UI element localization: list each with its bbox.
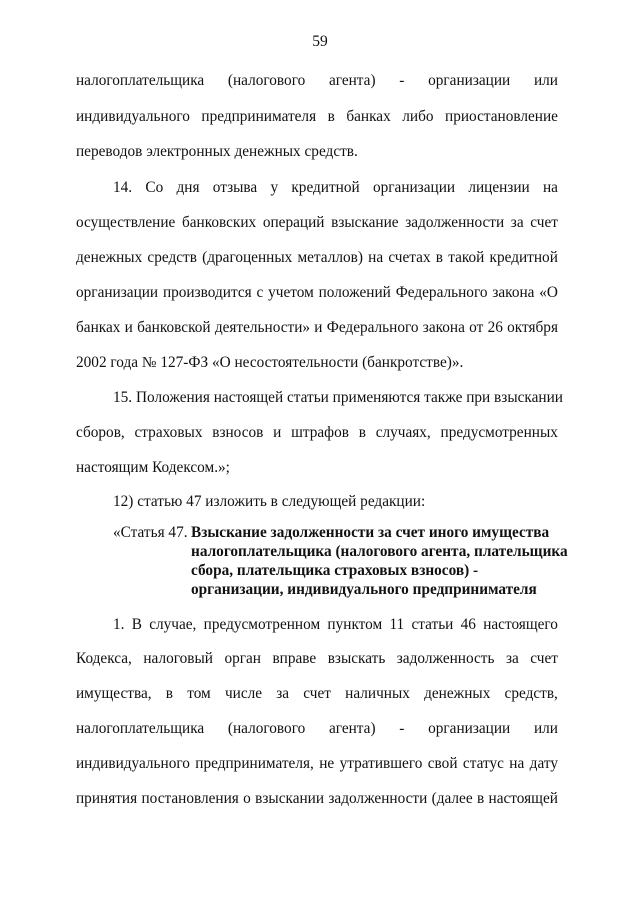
text-line: имущества, в том числе за счет наличных денежных средств, bbox=[76, 685, 558, 702]
text-line: Кодекса, налоговый орган вправе взыскать задолженность за счет bbox=[76, 650, 558, 667]
text-line: осуществление банковских операций взыскание задолженности за счет bbox=[76, 214, 558, 231]
text-line: переводов электронных денежных средств. bbox=[76, 143, 358, 160]
article-heading-line: организации, индивидуального предпринимателя bbox=[191, 581, 537, 598]
text-line: индивидуального предпринимателя, не утратившего свой статус на дату bbox=[76, 755, 558, 772]
page-number: 59 bbox=[312, 33, 328, 50]
text-line: 14. Со дня отзыва у кредитной организации лицензии на bbox=[113, 179, 558, 196]
text-line: налогоплательщика (налогового агента) - организации или bbox=[76, 720, 558, 737]
text-line: 12) статью 47 изложить в следующей редакции: bbox=[113, 493, 426, 510]
article-heading-line: сбора, плательщика страховых взносов) - bbox=[191, 562, 479, 579]
text-line: организации производится с учетом положений Федерального закона «О bbox=[76, 284, 558, 301]
article-heading-prefix: «Статья 47. bbox=[113, 524, 188, 541]
article-heading-line: Взыскание задолженности за счет иного имущества bbox=[191, 524, 550, 541]
text-line: налогоплательщика (налогового агента) - организации или bbox=[76, 72, 558, 89]
text-line: 2002 года № 127-ФЗ «О несостоятельности (банкротстве)». bbox=[76, 354, 464, 371]
text-line: банках и банковской деятельности» и Федерального закона от 26 октября bbox=[76, 319, 558, 336]
article-heading-line: налогоплательщика (налогового агента, плательщика bbox=[191, 543, 568, 560]
text-line: 1. В случае, предусмотренном пунктом 11 статьи 46 настоящего bbox=[113, 616, 558, 633]
text-line: настоящим Кодексом.»; bbox=[76, 459, 230, 476]
text-line: сборов, страховых взносов и штрафов в случаях, предусмотренных bbox=[76, 424, 558, 441]
text-line: принятия постановления о взыскании задолженности (далее в настоящей bbox=[76, 790, 558, 807]
text-line: индивидуального предпринимателя в банках либо приостановление bbox=[76, 108, 558, 125]
text-line: денежных средств (драгоценных металлов) на счетах в такой кредитной bbox=[76, 249, 558, 266]
text-line: 15. Положения настоящей статьи применяются также при взыскании bbox=[113, 389, 563, 406]
